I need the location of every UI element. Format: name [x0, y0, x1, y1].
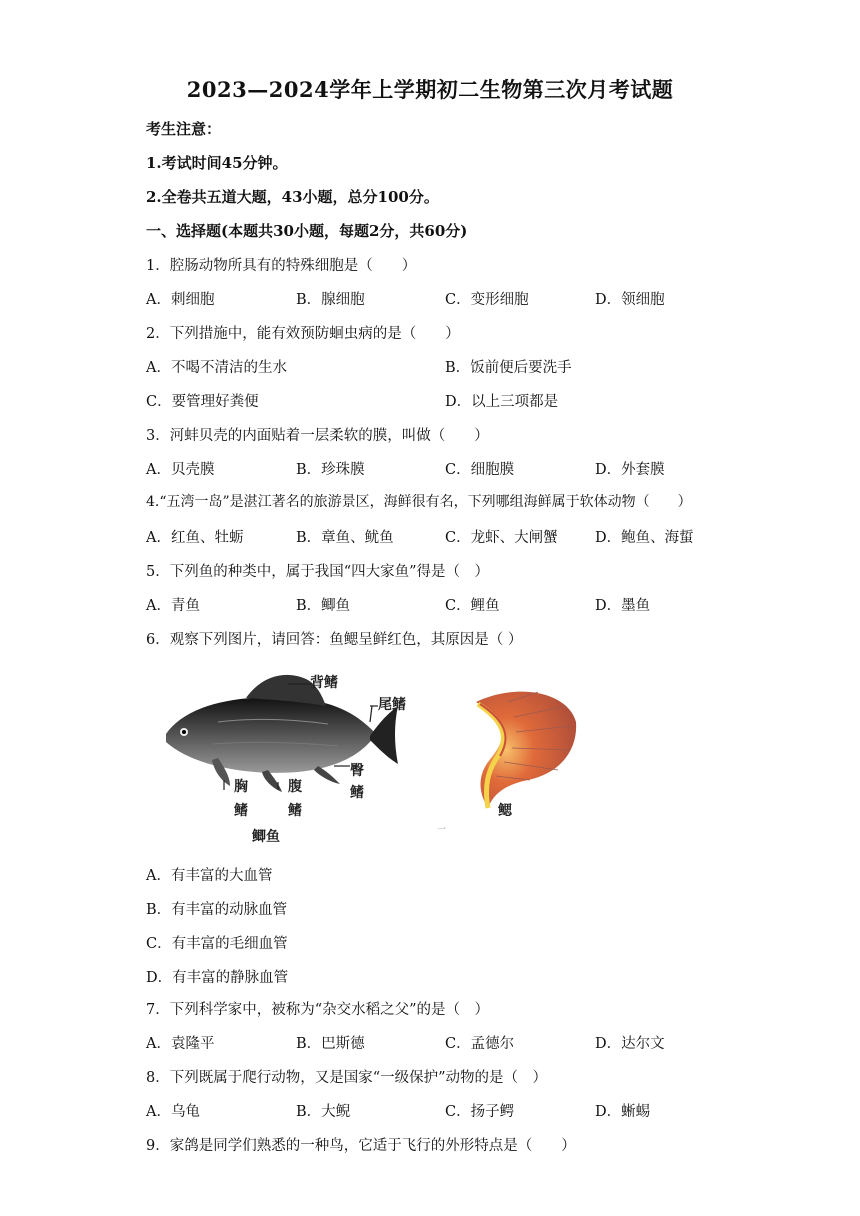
option-c: C．细胞膜 — [445, 462, 515, 478]
option-a: A．红鱼、牡蛎 — [146, 530, 244, 546]
option-a: A．乌龟 — [146, 1104, 200, 1120]
dorsal-fin-label: 背鳍 — [310, 675, 338, 691]
option-b: B．饭前便后要洗手 — [445, 360, 572, 376]
option-b: B．大鲵 — [296, 1104, 351, 1120]
pectoral-fin-label-1: 胸 — [234, 779, 248, 795]
question-stem: 8．下列既属于爬行动物，又是国家“一级保护”动物的是（ ） — [146, 1070, 548, 1086]
option-a: A．不喝不清洁的生水 — [146, 360, 287, 376]
option-b: B．腺细胞 — [296, 292, 365, 308]
notice-heading: 考生注意： — [146, 120, 222, 138]
anal-fin-label-1: 臀 — [350, 763, 364, 779]
option-d: D．达尔文 — [595, 1036, 665, 1052]
option-a: A．贝壳膜 — [146, 462, 215, 478]
option-c: C．鲤鱼 — [445, 598, 500, 614]
option-d: D．领细胞 — [595, 292, 665, 308]
pectoral-fin-label-2: 鳍 — [234, 803, 248, 819]
option-d: D．墨鱼 — [595, 598, 651, 614]
option-d: D．蜥蜴 — [595, 1104, 651, 1120]
option-c: C．龙虾、大闸蟹 — [445, 530, 558, 546]
option-b: B．珍珠膜 — [296, 462, 365, 478]
option-d: D．以上三项都是 — [445, 394, 559, 410]
section-heading: 一、选择题(本题共30小题，每题2分，共60分) — [146, 222, 468, 240]
question-stem: 4.“五湾一岛”是湛江著名的旅游景区，海鲜很有名，下列哪组海鲜属于软体动物（ ） — [146, 494, 692, 510]
option-c: C．有丰富的毛细血管 — [146, 936, 288, 952]
option-d: D．鲍鱼、海蜇 — [595, 530, 694, 546]
question-stem: 1．腔肠动物所具有的特殊细胞是（ ） — [146, 258, 417, 274]
option-b: B．有丰富的动脉血管 — [146, 902, 288, 918]
option-a: A．袁隆平 — [146, 1036, 215, 1052]
option-c: C．孟德尔 — [445, 1036, 515, 1052]
option-a: A．刺细胞 — [146, 292, 215, 308]
question-stem: 5．下列鱼的种类中，属于我国“四大家鱼”得是（ ） — [146, 564, 490, 580]
option-c: C．扬子鳄 — [445, 1104, 515, 1120]
gill-label: 鳃 — [498, 803, 512, 819]
fish-gill-figure — [158, 662, 598, 852]
anal-fin-label-2: 鳍 — [350, 785, 364, 801]
question-stem: 2．下列措施中，能有效预防蛔虫病的是（ ） — [146, 326, 460, 342]
option-a: A．有丰富的大血管 — [146, 868, 273, 884]
option-b: B．章鱼、鱿鱼 — [296, 530, 394, 546]
figure-mark: 一 — [437, 825, 447, 835]
question-stem: 9．家鸽是同学们熟悉的一种鸟，它适于飞行的外形特点是（ ） — [146, 1138, 576, 1154]
notice-item: 2.全卷共五道大题，43小题，总分100分。 — [146, 188, 439, 206]
option-d: D．外套膜 — [595, 462, 665, 478]
option-b: B．巴斯德 — [296, 1036, 365, 1052]
option-b: B．鲫鱼 — [296, 598, 351, 614]
question-stem: 7．下列科学家中，被称为“杂交水稻之父”的是（ ） — [146, 1002, 490, 1018]
notice-item: 1.考试时间45分钟。 — [146, 154, 288, 172]
option-d: D．有丰富的静脉血管 — [146, 970, 289, 986]
pelvic-fin-label-1: 腹 — [288, 779, 302, 795]
crucian-carp-illustration — [158, 662, 598, 852]
gill-illustration — [476, 692, 576, 808]
pelvic-fin-label-2: 鳍 — [288, 803, 302, 819]
fish-name-label: 鲫鱼 — [252, 829, 280, 845]
option-c: C．要管理好粪便 — [146, 394, 259, 410]
question-stem: 6．观察下列图片，请回答：鱼鳃呈鲜红色，其原因是（ ） — [146, 632, 523, 648]
question-stem: 3．河蚌贝壳的内面贴着一层柔软的膜，叫做（ ） — [146, 428, 489, 444]
exam-title: 2023—2024学年上学期初二生物第三次月考试题 — [186, 77, 674, 102]
option-a: A．青鱼 — [146, 598, 200, 614]
option-c: C．变形细胞 — [445, 292, 529, 308]
caudal-fin-label: 尾鳍 — [378, 697, 406, 713]
